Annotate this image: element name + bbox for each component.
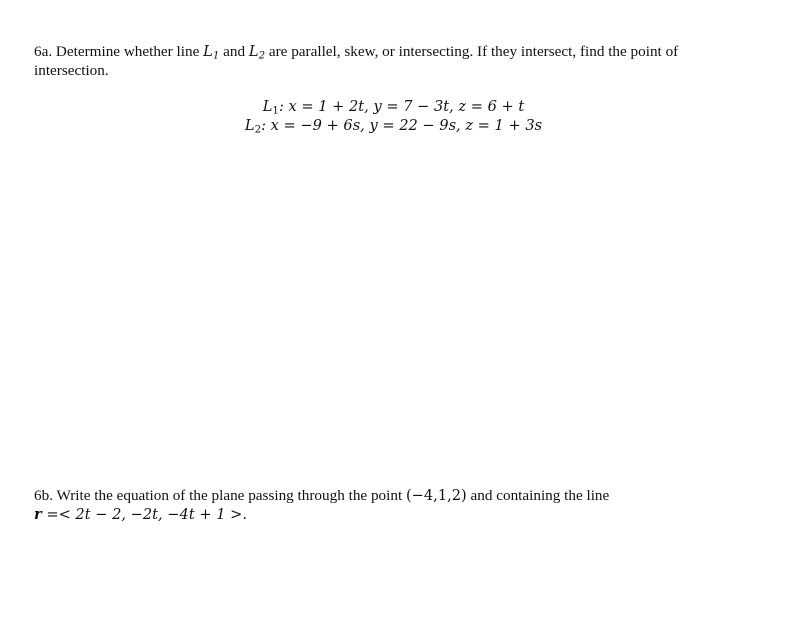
problem-6b-text: 6b. Write the equation of the plane passing through the point <box>34 487 406 504</box>
problem-6a-and: and <box>219 43 249 60</box>
point-coordinates: (−4,1,2) <box>405 487 467 504</box>
vector-r-symbol: r <box>34 506 42 523</box>
problem-6a-line2: intersection. <box>34 62 109 79</box>
problem-6b-line1-end: and containing the line <box>466 487 610 504</box>
problem-6a-rest: are parallel, skew, or intersecting. If they intersect, find the point of <box>265 43 679 60</box>
problem-6a-statement <box>34 42 754 80</box>
equation-L1: $L_1$: x = 1 + 2t, y = 7 − 3t, z = 6 + t <box>262 98 525 117</box>
line-equations <box>0 97 787 135</box>
problem-6a-prefix: 6a. Determine whether line <box>34 43 204 60</box>
problem-6b-statement <box>34 486 754 524</box>
line-L2-symbol: $L_2$ <box>248 43 266 62</box>
vector-equation: =< 2t − 2, −2t, −4t + 1 >. <box>41 506 247 523</box>
equation-L2: $L_2$: x = −9 + 6s, y = 22 − 9s, z = 1 + 3s <box>244 117 543 136</box>
line-L1-symbol: $L_1$ <box>203 43 220 62</box>
